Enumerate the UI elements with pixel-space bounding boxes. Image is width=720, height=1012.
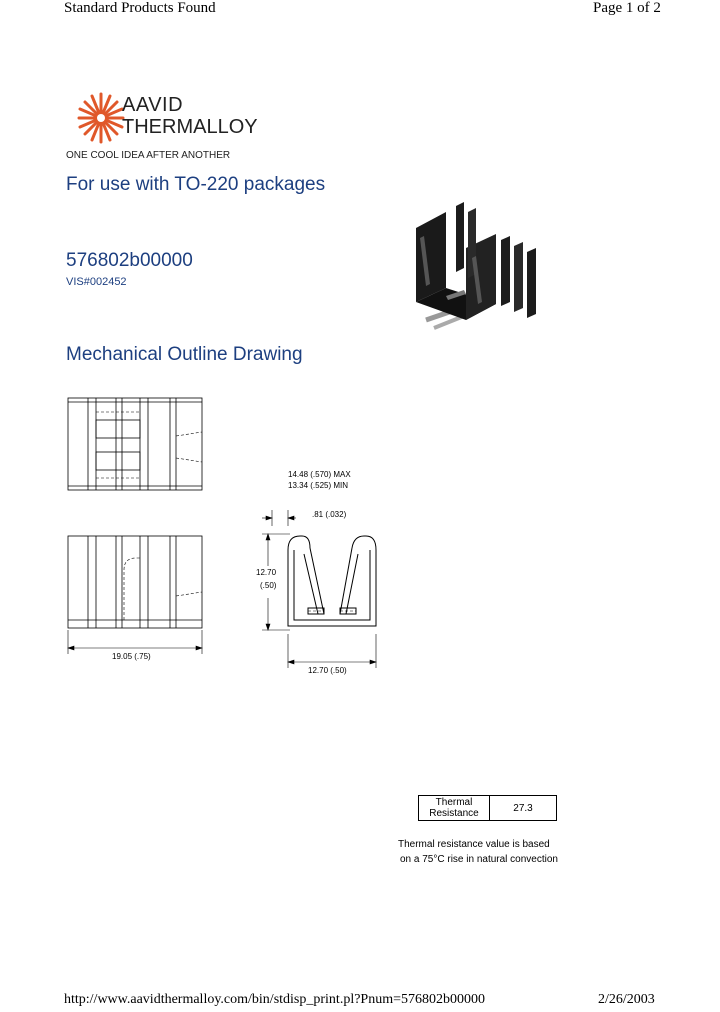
header-title: Standard Products Found [64,0,216,16]
dim-max: 14.48 (.570) MAX [288,470,351,479]
company-logo [66,88,266,168]
thermal-value: 27.3 [490,796,557,821]
logo-line1: AAVID [122,94,184,116]
page-indicator: Page 1 of 2 [593,0,661,16]
dim-length: 19.05 (.75) [112,652,151,661]
package-heading: For use with TO-220 packages [66,174,326,195]
drawing-heading: Mechanical Outline Drawing [66,344,303,365]
thermal-note-1: Thermal resistance value is based [398,839,550,850]
footer-url: http://www.aavidthermalloy.com/bin/stdisp_print.pl?Pnum=576802b00000 [64,992,485,1007]
burst-icon [76,90,126,150]
thermal-label: Thermal Resistance [419,796,490,821]
footer-date: 2/26/2003 [598,992,655,1007]
dim-height-mm: 12.70 [256,568,277,577]
logo-line2: THERMALLOY [122,116,258,138]
product-photo [406,198,556,338]
part-number: 576802b00000 [66,250,193,271]
thermal-note-2: on a 75°C rise in natural convection [400,854,558,865]
logo-tagline: ONE COOL IDEA AFTER ANOTHER [66,150,231,161]
thermal-table [418,795,557,821]
dim-width: 12.70 (.50) [308,666,347,675]
dim-height-in: (.50) [260,581,277,590]
front-view-drawing [60,530,210,670]
dim-min: 13.34 (.525) MIN [288,481,349,490]
dim-thickness: .81 (.032) [312,510,347,519]
vis-number: VIS#002452 [66,276,127,288]
top-view-drawing [60,392,210,502]
